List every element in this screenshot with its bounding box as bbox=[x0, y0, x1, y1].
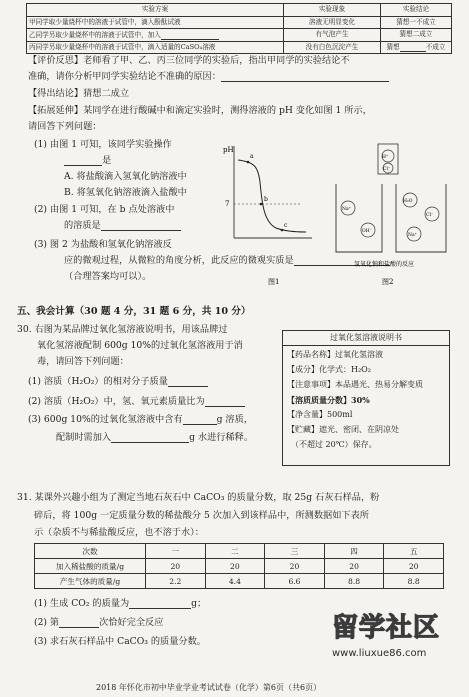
q-text: g 溶质， bbox=[216, 414, 253, 425]
fig2-caption: 图2 bbox=[382, 278, 394, 286]
ext-q1 bbox=[34, 139, 172, 150]
q31-part-2 bbox=[34, 617, 163, 628]
ion-label: Cl⁻ bbox=[383, 167, 391, 172]
ion-label: H₂O bbox=[403, 199, 413, 204]
reflection-line-2 bbox=[28, 71, 389, 82]
watermark-logo bbox=[332, 612, 462, 682]
table-header: 五 bbox=[384, 544, 444, 559]
fig2-note: 氢氧化钠和盐酸的反应 bbox=[354, 261, 415, 268]
point-a bbox=[247, 161, 250, 164]
table-cell: 8.8 bbox=[324, 574, 384, 589]
reflection-line-1: 【评价反思】老师看了甲、乙、丙三位同学的实验后，指出甲同学的实验结论不 bbox=[28, 55, 350, 66]
q30-line-2: 氧化氢溶液配制 600g 10%的过氧化氢溶液用于消 bbox=[37, 340, 243, 351]
q30-part-2 bbox=[28, 396, 245, 407]
table-header: 实验结论 bbox=[381, 4, 452, 17]
table-cell: 甲同学取少量烧杯中的溶液于试管中，滴入酚酞试液 bbox=[27, 16, 284, 29]
data-table bbox=[34, 543, 444, 589]
q-text: 配制时需加入 bbox=[56, 432, 112, 443]
watermark-url: www.liuxue86.com bbox=[332, 648, 427, 659]
table-cell: 2.2 bbox=[146, 574, 206, 589]
table-header: 次数 bbox=[35, 544, 146, 559]
label-line: （不超过 20℃）保存。 bbox=[291, 440, 377, 449]
q-text: 是 bbox=[102, 155, 112, 166]
neutralization-figure bbox=[330, 142, 456, 292]
cell-text: 猜想 bbox=[386, 43, 400, 52]
label-line: 【药品名称】过氧化氢溶液 bbox=[287, 350, 383, 359]
table-cell: 溶液无明显变化 bbox=[284, 16, 381, 29]
extension-line-1: 【拓展延伸】某同学在进行酸碱中和滴定实验时，测得溶液的 pH 变化如图 1 所示， bbox=[28, 105, 372, 116]
answer-blank[interactable] bbox=[161, 30, 219, 40]
ext-q2: (2) 由图 1 可知，在 b 点处溶液中 bbox=[34, 204, 175, 215]
ph-curve bbox=[238, 160, 306, 232]
table-cell: 20 bbox=[324, 559, 384, 574]
table-cell: 产生气体的质量/g bbox=[35, 574, 146, 589]
ext-q3: (3) 图 2 为盐酸和氢氧化钠溶液反 bbox=[34, 239, 172, 250]
beaker-right bbox=[396, 184, 446, 252]
option-b: B. 将氢氧化钠溶液滴入盐酸中 bbox=[64, 187, 187, 198]
table-header: 二 bbox=[205, 544, 265, 559]
table-cell: 猜想二成立 bbox=[381, 29, 452, 42]
table-cell: 加入稀盐酸的质量/g bbox=[35, 559, 146, 574]
ext-q3-note: （合理答案均可以）。 bbox=[64, 271, 152, 282]
q31-line-1: 31. 某课外兴趣小组为了测定当地石灰石中 CaCO₃ 的质量分数，取 25g 石灰石样品，粉 bbox=[17, 492, 380, 503]
q-text: (2) 溶质（H₂O₂）中，氢、氧元素质量比为 bbox=[28, 396, 205, 407]
answer-blank[interactable] bbox=[205, 397, 245, 407]
q31-part-3: (3) 求石灰石样品中 CaCO₃ 的质量分数。 bbox=[34, 636, 206, 647]
table-cell: 20 bbox=[384, 559, 444, 574]
page-footer: 2018 年怀化市初中毕业学业考试试卷（化学）第6页（共6页） bbox=[96, 683, 322, 692]
table-cell: 20 bbox=[146, 559, 206, 574]
cell-text: 乙同学另取少量烧杯中的溶液于试管中，加入 bbox=[29, 30, 161, 39]
answer-blank[interactable] bbox=[101, 221, 181, 231]
q-text: g 水进行稀释。 bbox=[189, 432, 254, 443]
ext-q1-cont bbox=[64, 155, 111, 166]
hydrogen-peroxide-label bbox=[282, 330, 450, 466]
conclusion-line: 【得出结论】猜想二成立 bbox=[28, 88, 130, 99]
y-axis-label: pH bbox=[223, 146, 234, 154]
fig1-caption: 图1 bbox=[268, 278, 280, 286]
ion-label: Cl⁻ bbox=[426, 213, 434, 218]
point-c bbox=[281, 229, 284, 232]
answer-blank[interactable] bbox=[64, 156, 102, 166]
label-b: b bbox=[264, 196, 268, 203]
q30-part-1 bbox=[28, 376, 208, 387]
table-cell: 8.8 bbox=[384, 574, 444, 589]
q-text: 次恰好完全反应 bbox=[99, 617, 164, 628]
q-text: (1) 由图 1 可知，该同学实验操作 bbox=[34, 139, 172, 150]
table-cell: 猜想一不成立 bbox=[381, 16, 452, 29]
label-a: a bbox=[250, 153, 254, 160]
table-header: 实验现象 bbox=[284, 4, 381, 17]
q-text: (1) 溶质（H₂O₂）的相对分子质量 bbox=[28, 376, 168, 387]
answer-blank[interactable] bbox=[221, 72, 389, 82]
watermark-brand: 留学社区 bbox=[332, 613, 441, 643]
table-cell: 没有白色沉淀产生 bbox=[284, 41, 381, 54]
q30-line-1: 30. 右图为某品牌过氧化氢溶液说明书，用该品牌过 bbox=[17, 324, 228, 335]
experiment-table bbox=[26, 3, 452, 54]
table-header-row bbox=[35, 544, 444, 559]
answer-blank[interactable] bbox=[111, 433, 189, 443]
point-b bbox=[260, 203, 263, 206]
ph-curve-figure bbox=[220, 142, 340, 292]
answer-blank[interactable] bbox=[183, 415, 217, 425]
q31-part-1 bbox=[34, 598, 206, 609]
q31-line-3: 示（杂质不与稀盐酸反应，也不溶于水）： bbox=[34, 527, 204, 538]
ion-label: Na⁺ bbox=[408, 233, 417, 238]
ext-q2-cont bbox=[64, 220, 181, 231]
table-cell: 有气泡产生 bbox=[284, 29, 381, 42]
beaker-left bbox=[336, 184, 382, 252]
q30-part-3 bbox=[28, 414, 253, 425]
table-cell: 20 bbox=[265, 559, 325, 574]
q31-line-2: 碎后，将 100g 一定质量分数的稀盐酸分 5 次加入到该样品中，所测数据如下表所 bbox=[34, 510, 369, 521]
cell-text: 不成立 bbox=[425, 43, 446, 52]
answer-blank[interactable] bbox=[168, 377, 208, 387]
tick-label-7: 7 bbox=[225, 200, 230, 208]
q-text: 应的微观过程，从微粒的角度分析，此反应的微观实质是 bbox=[64, 255, 294, 266]
extension-line-2: 请回答下列问题： bbox=[28, 121, 102, 132]
table-cell bbox=[381, 41, 452, 54]
answer-blank[interactable] bbox=[400, 42, 426, 52]
table-cell: 4.4 bbox=[205, 574, 265, 589]
label-line: 【注意事项】本品遇光、热易分解变质 bbox=[287, 380, 423, 389]
table-row bbox=[27, 16, 452, 29]
reflection-text: 准确，请你分析甲同学实验结论不准确的原因： bbox=[28, 71, 221, 82]
answer-blank[interactable] bbox=[129, 599, 191, 609]
section-title: 五、我会计算（30 题 4 分，31 题 6 分，共 10 分） bbox=[17, 306, 251, 317]
table-header: 实验方案 bbox=[27, 4, 284, 17]
ion-label: OH⁻ bbox=[362, 229, 372, 234]
q-text: g； bbox=[191, 598, 207, 609]
table-row bbox=[35, 559, 444, 574]
table-header: 一 bbox=[146, 544, 206, 559]
table-header-row bbox=[27, 4, 452, 17]
q-text: 的溶质是 bbox=[64, 220, 101, 231]
q-text: (1) 生成 CO₂ 的质量为 bbox=[34, 598, 130, 609]
table-cell: 丙同学另取少量烧杯中的溶液于试管中，滴入适量的CaSO₄溶液 bbox=[27, 41, 284, 54]
answer-blank[interactable] bbox=[59, 618, 99, 628]
ion-label: Na⁺ bbox=[342, 207, 351, 212]
label-line: 【成分】化学式：H₂O₂ bbox=[287, 365, 371, 374]
q-text: (2) 第 bbox=[34, 617, 60, 628]
q30-line-3: 毒，请回答下列问题： bbox=[37, 356, 129, 367]
table-header: 四 bbox=[324, 544, 384, 559]
label-c: c bbox=[284, 222, 288, 229]
table-row bbox=[27, 41, 452, 54]
label-title: 过氧化氢溶液说明书 bbox=[330, 333, 402, 342]
table-cell bbox=[27, 29, 284, 42]
ion-label: H⁺ bbox=[382, 155, 389, 160]
table-header: 三 bbox=[265, 544, 325, 559]
q-text: (3) 600g 10%的过氧化氢溶液中含有 bbox=[28, 414, 183, 425]
option-a: A. 将盐酸滴入氢氧化钠溶液中 bbox=[64, 171, 187, 182]
q30-part-3-cont bbox=[56, 432, 253, 443]
table-cell: 20 bbox=[205, 559, 265, 574]
table-row bbox=[35, 574, 444, 589]
label-line: 【溶质质量分数】30% bbox=[287, 395, 370, 405]
table-cell: 6.6 bbox=[265, 574, 325, 589]
label-line: 【净含量】500ml bbox=[287, 410, 353, 419]
label-line: 【贮藏】遮光、密闭、在阴凉处 bbox=[287, 425, 399, 434]
table-row bbox=[27, 29, 452, 42]
